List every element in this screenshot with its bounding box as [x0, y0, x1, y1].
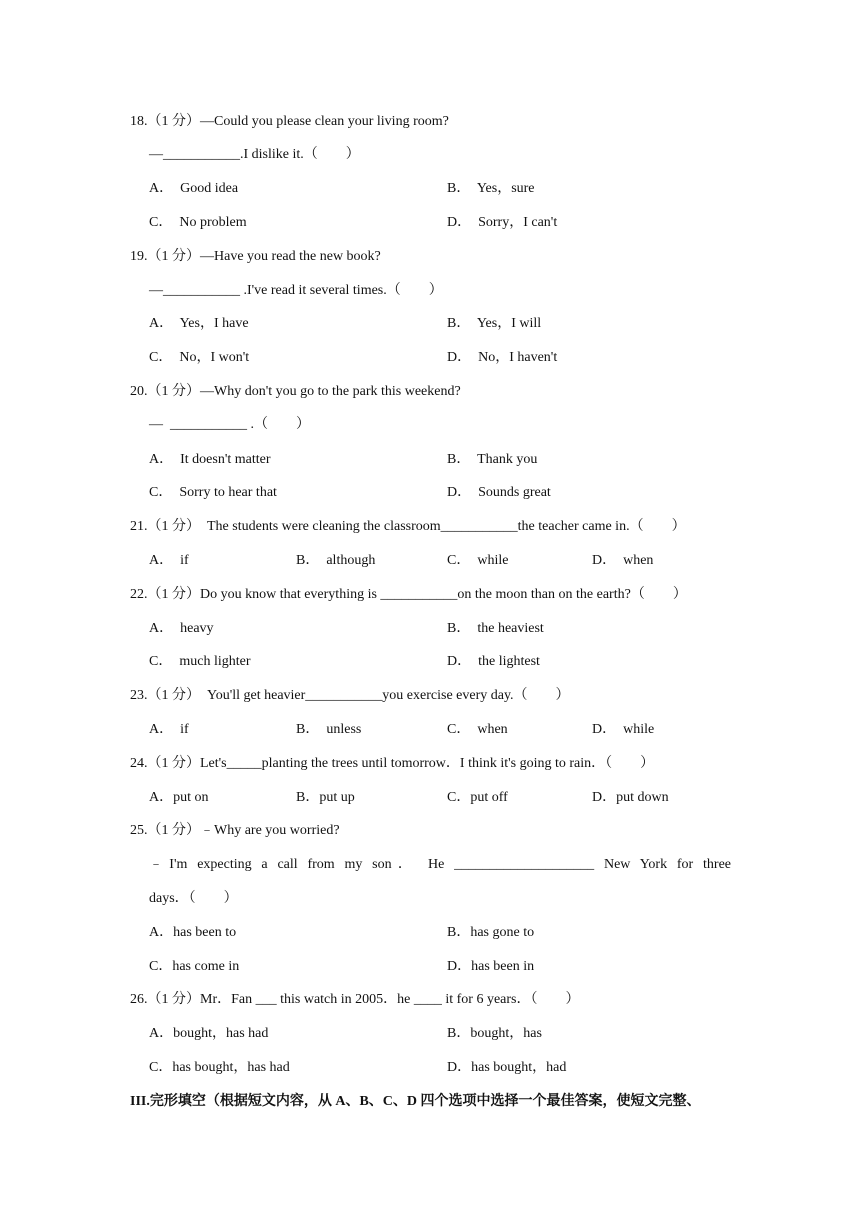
question-18-option-b: B． Yes，sure: [447, 181, 535, 196]
question-25-option-b: B．has gone to: [447, 925, 535, 940]
question-24-option-c: C．put off: [447, 790, 508, 805]
question-20-option-a: A． It doesn't matter: [149, 452, 271, 467]
question-21-option-d: D． when: [592, 553, 654, 568]
question-18-option-d: D． Sorry，I can't: [447, 215, 558, 230]
question-19-option-d: D． No，I haven't: [447, 350, 558, 365]
question-22-stem: 22.（1 分）Do you know that everything is ___________on the moon than on the earth?（ ）: [130, 587, 687, 602]
question-21-option-b: B． although: [296, 553, 376, 568]
question-24-option-a: A．put on: [149, 790, 209, 805]
question-22-option-c: C． much lighter: [149, 654, 251, 669]
question-23-option-c: C． when: [447, 722, 508, 737]
question-26-stem: 26.（1 分）Mr．Fan ___ this watch in 2005．he ____ it for 6 years．（ ）: [130, 992, 580, 1007]
question-25-option-a: A．has been to: [149, 925, 237, 940]
question-24-option-d: D．put down: [592, 790, 669, 805]
question-26-option-b: B．bought，has: [447, 1026, 542, 1041]
question-18-option-c: C． No problem: [149, 215, 247, 230]
question-24-stem: 24.（1 分）Let's_____planting the trees until tomorrow．I think it's going to rain．（ ）: [130, 756, 655, 771]
question-25-answer-line-cont: days．（ ）: [149, 891, 238, 906]
question-18-stem: 18.（1 分）—Could you please clean your living room?: [130, 114, 449, 129]
question-23-option-b: B． unless: [296, 722, 362, 737]
question-19-option-b: B． Yes，I will: [447, 316, 542, 331]
question-19-answer-line: —___________ .I've read it several times.（ ）: [149, 283, 443, 298]
question-23-option-a: A． if: [149, 722, 189, 737]
question-24-option-b: B．put up: [296, 790, 355, 805]
question-18-answer-line: —___________.I dislike it.（ ）: [149, 147, 360, 162]
question-26-option-a: A．bought，has had: [149, 1026, 269, 1041]
question-23-stem: 23.（1 分） You'll get heavier___________you exercise every day.（ ）: [130, 688, 570, 703]
question-20-answer-line: — ___________ .（ ）: [149, 417, 310, 432]
question-22-option-b: B． the heaviest: [447, 621, 544, 636]
question-26-option-c: C．has bought，has had: [149, 1060, 290, 1075]
question-21-option-a: A． if: [149, 553, 189, 568]
question-25-option-d: D．has been in: [447, 959, 535, 974]
question-25-answer-line: ﹣I'm expecting a call from my son． He ____________________ New York for three: [149, 857, 731, 872]
question-25-option-c: C．has come in: [149, 959, 240, 974]
question-26-option-d: D．has bought，had: [447, 1060, 567, 1075]
question-18-option-a: A． Good idea: [149, 181, 239, 196]
section-heading-cloze: III.完形填空（根据短文内容，从 A、B、C、D 四个选项中选择一个最佳答案，使短文完整、: [130, 1094, 701, 1109]
question-20-option-b: B． Thank you: [447, 452, 538, 467]
question-23-option-d: D． while: [592, 722, 655, 737]
question-20-option-c: C． Sorry to hear that: [149, 485, 277, 500]
question-21-option-c: C． while: [447, 553, 509, 568]
question-25-stem: 25.（1 分）﹣Why are you worried?: [130, 823, 340, 838]
question-19-option-c: C． No，I won't: [149, 350, 250, 365]
question-20-stem: 20.（1 分）—Why don't you go to the park this weekend?: [130, 384, 461, 399]
question-21-stem: 21.（1 分） The students were cleaning the classroom___________the teacher came in.（ ）: [130, 519, 686, 534]
question-19-stem: 19.（1 分）—Have you read the new book?: [130, 249, 381, 264]
question-22-option-d: D． the lightest: [447, 654, 540, 669]
question-20-option-d: D． Sounds great: [447, 485, 551, 500]
question-19-option-a: A． Yes，I have: [149, 316, 249, 331]
question-22-option-a: A． heavy: [149, 621, 214, 636]
